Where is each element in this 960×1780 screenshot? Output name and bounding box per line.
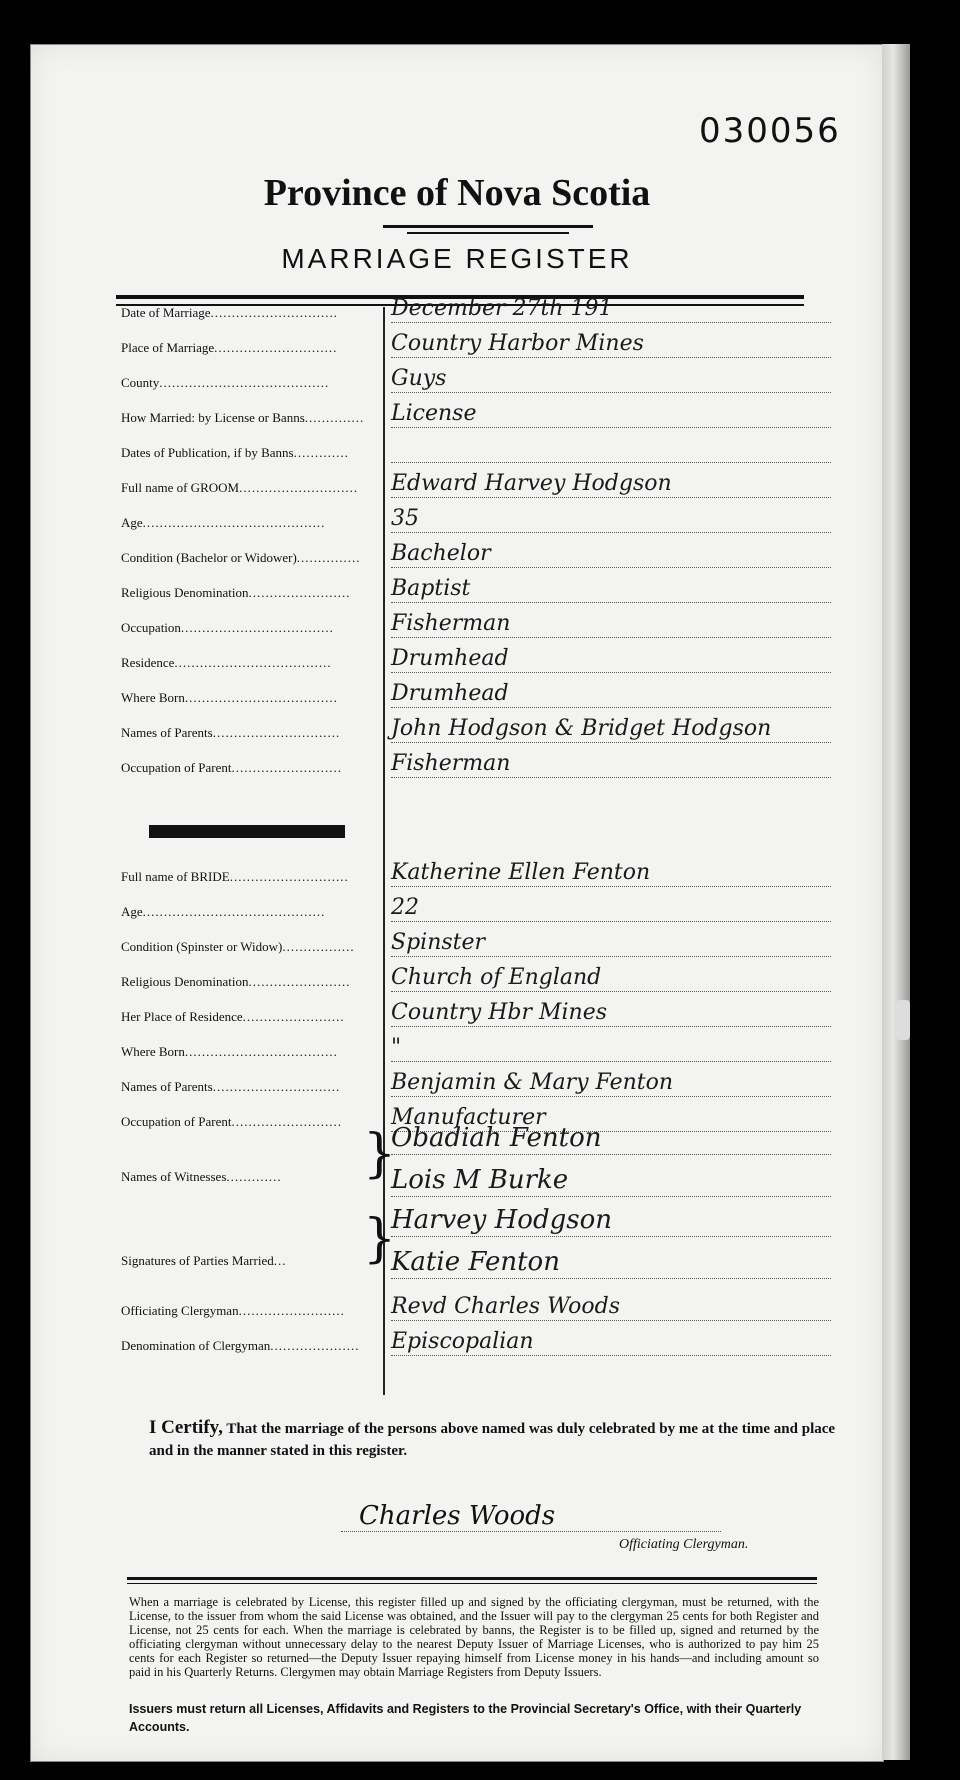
field-label: Occupation.................................... — [121, 620, 334, 635]
paper-clip — [896, 1000, 910, 1040]
field-value-line — [391, 749, 831, 778]
form-row — [121, 1032, 821, 1062]
field-label: Place of Marriage............................. — [121, 340, 338, 355]
field-label: Where Born.................................... — [121, 1044, 338, 1059]
parties-label: Signatures of Parties Married... — [121, 1253, 287, 1268]
field-value-line — [391, 714, 831, 743]
form-row — [121, 1326, 821, 1356]
field-value-line — [391, 469, 831, 498]
field-value-line — [391, 679, 831, 708]
field-label: Religious Denomination........................ — [121, 585, 351, 600]
handwritten-entry: Baptist — [391, 576, 471, 601]
handwritten-entry: Revd Charles Woods — [391, 1294, 621, 1319]
form-row — [121, 997, 821, 1027]
handwritten-entry: Fisherman — [391, 751, 511, 776]
field-value-line — [391, 609, 831, 638]
form-row — [121, 363, 821, 393]
field-label: Full name of GROOM............................ — [121, 480, 359, 495]
handwritten-entry: Country Harbor Mines — [391, 331, 644, 356]
form-row — [121, 608, 821, 638]
handwritten-entry: Church of England — [391, 965, 602, 990]
footer-divider — [127, 1577, 817, 1580]
field-value-line — [391, 858, 831, 887]
form-row — [121, 538, 821, 568]
form-row — [121, 573, 821, 603]
form-row — [121, 927, 821, 957]
field-value-line — [391, 364, 831, 393]
field-value-line — [391, 893, 831, 922]
field-label: How Married: by License or Banns.............. — [121, 410, 365, 425]
handwritten-entry: John Hodgson & Bridget Hodgson — [391, 716, 772, 741]
field-label: Condition (Bachelor or Widower)............... — [121, 550, 361, 565]
clergyman-signature: Charles Woods — [359, 1501, 556, 1531]
field-label: Her Place of Residence........................ — [121, 1009, 345, 1024]
handwritten-entry: Drumhead — [391, 646, 509, 671]
clergyman-signature-line — [341, 1503, 721, 1532]
field-label: Occupation of Parent.......................... — [121, 1114, 342, 1129]
title-rule-thin — [407, 232, 569, 234]
section-separator-bar — [149, 825, 345, 838]
form-row — [121, 468, 821, 498]
handwritten-entry: Manufacturer — [391, 1105, 546, 1130]
field-value-line — [391, 434, 831, 463]
form-row — [121, 433, 821, 463]
witnesses-label: Names of Witnesses............. — [121, 1169, 282, 1184]
certify-lead: I Certify, — [149, 1417, 223, 1438]
form-row — [121, 857, 821, 887]
field-label: Age........................................... — [121, 904, 326, 919]
footer-divider-thin — [127, 1583, 817, 1584]
field-label: Dates of Publication, if by Banns............. — [121, 445, 349, 460]
field-value-line — [391, 1033, 831, 1062]
party-1-field — [391, 1205, 831, 1237]
witness-1-field — [391, 1123, 831, 1155]
field-label: Where Born.................................... — [121, 690, 338, 705]
field-label: Officiating Clergyman......................... — [121, 1303, 345, 1318]
handwritten-entry: Edward Harvey Hodgson — [391, 471, 672, 496]
field-label: Condition (Spinster or Widow)................. — [121, 939, 355, 954]
form-row — [121, 293, 821, 323]
handwritten-entry: Country Hbr Mines — [391, 1000, 608, 1025]
field-label: Full name of BRIDE............................ — [121, 869, 349, 884]
field-value-line — [391, 504, 831, 533]
field-value-line — [391, 399, 831, 428]
witness-2-value: Lois M Burke — [391, 1165, 569, 1195]
handwritten-entry: Bachelor — [391, 541, 491, 566]
register-title: MARRIAGE REGISTER — [281, 243, 633, 274]
field-value-line — [391, 1327, 831, 1356]
form-row — [121, 748, 821, 778]
form-row — [121, 892, 821, 922]
form-row — [121, 1291, 821, 1321]
field-label: Residence..................................... — [121, 655, 332, 670]
field-value-line — [391, 928, 831, 957]
field-value-line — [391, 574, 831, 603]
field-value-line — [391, 294, 831, 323]
witness-1-row — [121, 1125, 821, 1155]
witness-2-field — [391, 1165, 831, 1197]
handwritten-entry: Fisherman — [391, 611, 511, 636]
document-number: 030056 — [699, 111, 841, 151]
handwritten-entry: " — [391, 1035, 402, 1060]
field-value-line — [391, 963, 831, 992]
handwritten-entry: December 27th 191 — [391, 296, 613, 321]
witnesses-brace: } — [363, 1124, 397, 1184]
register-sheet — [30, 44, 884, 1762]
handwritten-entry: Spinster — [391, 930, 486, 955]
form-row — [121, 398, 821, 428]
field-label: Denomination of Clergyman..................... — [121, 1338, 360, 1353]
field-label: Names of Parents.............................. — [121, 1079, 341, 1094]
party-2-row — [121, 1249, 821, 1279]
party-2-value: Katie Fenton — [391, 1247, 560, 1277]
field-label: Religious Denomination........................ — [121, 974, 351, 989]
license-notice: When a marriage is celebrated by License, this register filled up and signed by the officiating clergyman, must be returned, with the License, to the issuer from whom the said License was obtained, and the Issuer will pay to the clergyman 25 cents for both Register and License, not 25 cents for each. When the marriage is celebrated by banns, the Register is to be filled up, signed and returned by the officiating clergyman without unnecessary delay to the nearest Deputy Issuer of Marriage Licenses, who is authorized to pay him 25 cents for each Register so returned—the Deputy Issuer repaying himself from License money in his hands—and including amount so paid in his Quarterly Returns. Clergymen may obtain Marriage Registers from Deputy Issuers. — [129, 1595, 819, 1679]
form-row — [121, 678, 821, 708]
party-2-field — [391, 1247, 831, 1279]
title-rule — [383, 225, 593, 228]
field-label: County........................................ — [121, 375, 330, 390]
paper-edge — [882, 44, 910, 1760]
party-1-row — [121, 1207, 821, 1237]
certification-statement — [149, 1417, 849, 1462]
field-value-line — [391, 539, 831, 568]
parties-brace: } — [363, 1209, 397, 1269]
issuers-notice: Issuers must return all Licenses, Affidavits and Registers to the Provincial Secretary's Office, with their Quarterly Accounts. — [129, 1702, 802, 1734]
handwritten-entry: Drumhead — [391, 681, 509, 706]
handwritten-entry: 35 — [391, 506, 419, 531]
field-value-line — [391, 998, 831, 1027]
field-label: Names of Parents.............................. — [121, 725, 341, 740]
form-row — [121, 643, 821, 673]
form-row — [121, 1067, 821, 1097]
certify-text: That the marriage of the persons above named was duly celebrated by me at the time and place and in the manner stated in this register. — [149, 1421, 836, 1459]
signature-caption: Officiating Clergyman. — [619, 1537, 749, 1552]
handwritten-entry: 22 — [391, 895, 419, 920]
field-label: Occupation of Parent.......................... — [121, 760, 342, 775]
form-row — [121, 503, 821, 533]
form-row — [121, 328, 821, 358]
handwritten-entry: License — [391, 401, 477, 426]
handwritten-entry: Guys — [391, 366, 447, 391]
handwritten-entry: Katherine Ellen Fenton — [391, 860, 651, 885]
handwritten-entry: Episcopalian — [391, 1329, 534, 1354]
field-value-line — [391, 1292, 831, 1321]
handwritten-entry: Benjamin & Mary Fenton — [391, 1070, 674, 1095]
form-row — [121, 962, 821, 992]
witness-1-value: Obadiah Fenton — [391, 1123, 602, 1153]
field-label: Date of Marriage.............................. — [121, 305, 339, 320]
form-row — [121, 713, 821, 743]
field-value-line — [391, 644, 831, 673]
field-value-line — [391, 1068, 831, 1097]
field-value-line — [391, 329, 831, 358]
party-1-value: Harvey Hodgson — [391, 1205, 612, 1235]
field-label: Age........................................... — [121, 515, 326, 530]
province-title: Province of Nova Scotia — [263, 172, 651, 214]
witness-2-row — [121, 1167, 821, 1197]
